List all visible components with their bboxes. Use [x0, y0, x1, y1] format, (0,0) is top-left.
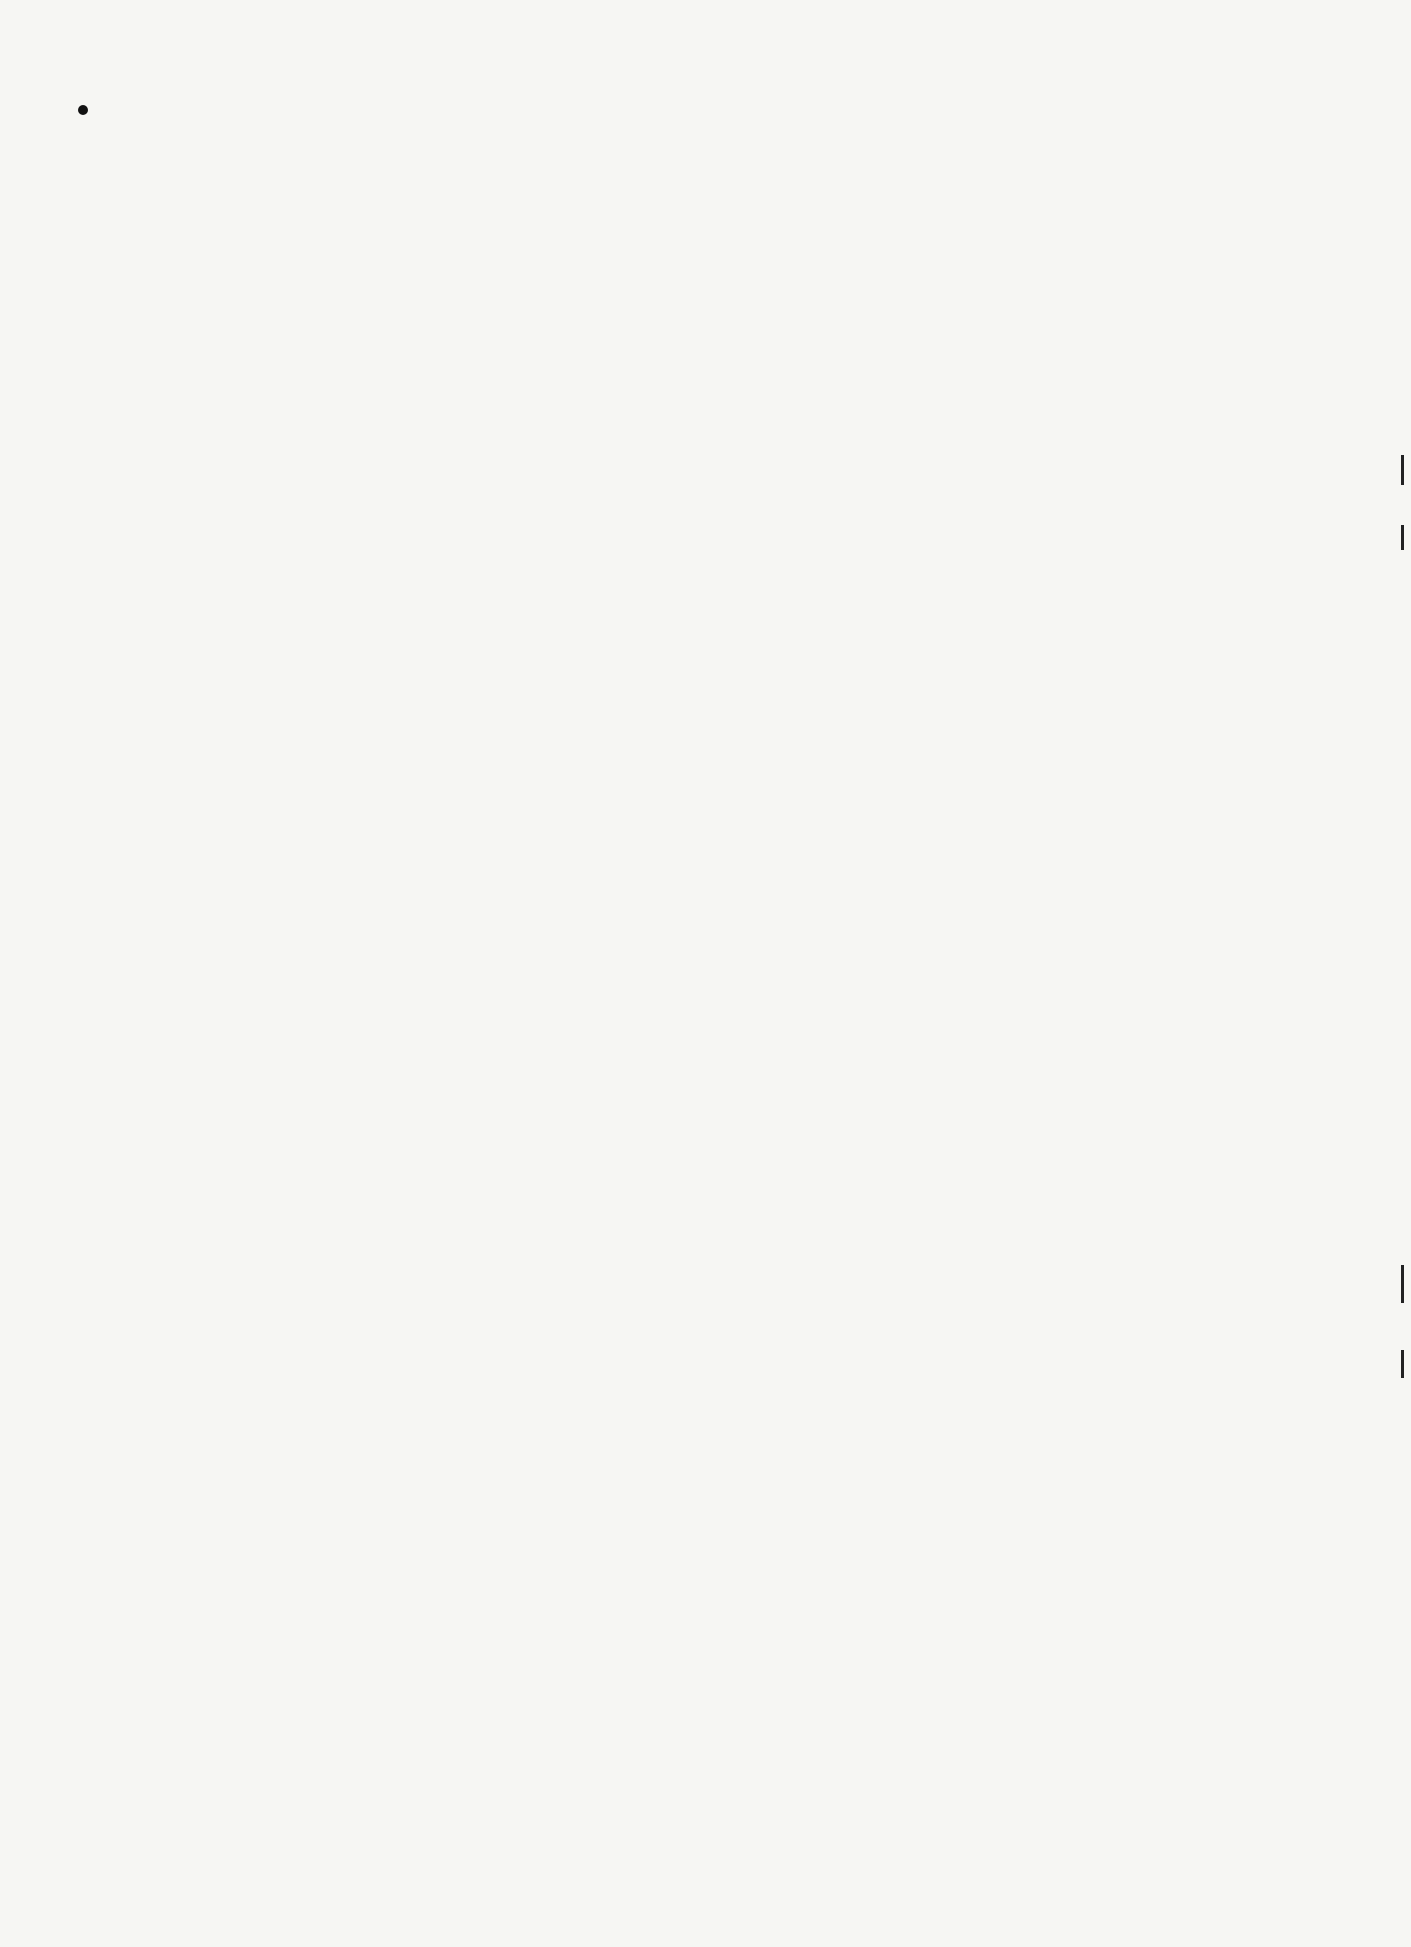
margin-mark: [1401, 1350, 1404, 1378]
intro-line: [78, 102, 1268, 122]
margin-mark: [1401, 1265, 1404, 1303]
margin-mark: [1401, 525, 1404, 550]
document-page: [78, 96, 1268, 168]
bullet-icon: [78, 105, 88, 115]
margin-mark: [1401, 455, 1404, 485]
